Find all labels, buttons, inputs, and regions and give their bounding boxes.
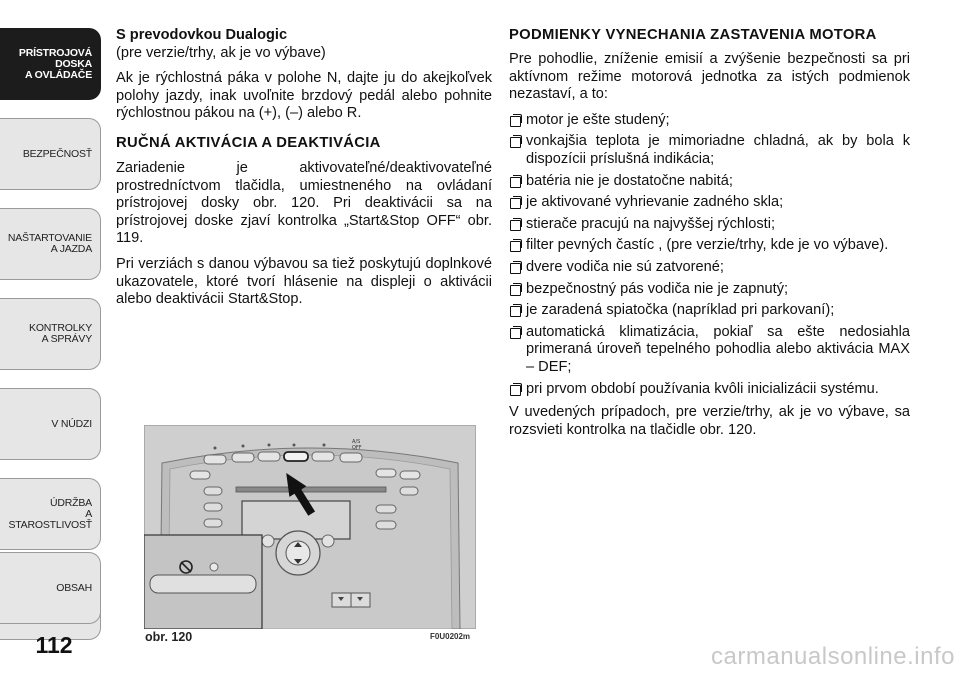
list-item: stierače pracujú na najvyššej rýchlosti; (509, 216, 910, 234)
list-item: je aktivované vyhrievanie zadného skla; (509, 194, 910, 212)
manual-heading: RUČNÁ AKTIVÁCIA A DEAKTIVÁCIA (116, 134, 381, 151)
svg-text:OFF: OFF (352, 445, 362, 451)
tab-pristrojova-doska[interactable]: PRÍSTROJOVÁ DOSKA A OVLÁDAČE (0, 28, 101, 100)
dualogic-title: S prevodovkou Dualogic (116, 27, 288, 43)
list-item: dvere vodiča nie sú zatvorené; (509, 259, 910, 277)
watermark: carmanualsonline.info (711, 643, 955, 670)
tab-nastartovanie[interactable]: NAŠTARTOVANIE A JAZDA (0, 208, 101, 280)
dualogic-subtitle: (pre verzie/trhy, ak je vo výbave) (116, 44, 326, 61)
figure-control-panel (144, 425, 476, 629)
conditions-intro: Pre pohodlie, zníženie emisií a zvýšenie bezpečnosti sa pri aktívnom režime motorová jednotka za istých podmienok nezastaví, a to: (509, 51, 910, 103)
conditions-outro: V uvedených prípadoch, pre verzie/trhy, ak je vo výbave, sa rozsvieti kontrolka na tlačidle obr. 120. (509, 404, 910, 438)
figure-caption: obr. 120 (145, 630, 193, 644)
list-item: pri prvom období používania kvôli inicializácii systému. (509, 381, 910, 399)
list-item: vonkajšia teplota je mimoriadne chladná, ak by bola k dispozícii príslušná indikácia; (509, 133, 910, 168)
list-item: motor je ešte studený; (509, 112, 910, 130)
list-item: filter pevných častíc , (pre verzie/trhy, kde je vo výbave). (509, 237, 910, 255)
right-column (509, 27, 910, 447)
page-number: 112 (35, 632, 73, 658)
dualogic-text: Ak je rýchlostná páka v polohe N, dajte ju do akejkoľvek polohy jazdy, inak uvoľnite brzdový pedál alebo pohnite rýchlostnou pákou na (+), (–) alebo R. (116, 70, 492, 122)
start-stop-button (284, 452, 308, 461)
figure-code: F0U0202m (430, 632, 471, 641)
svg-text:A/S: A/S (352, 439, 361, 445)
conditions-list (509, 112, 910, 398)
tab-kontrolky[interactable]: KONTROLKY A SPRÁVY (0, 298, 101, 370)
left-column (116, 27, 492, 317)
manual-text-1: Zariadenie je aktivovateľné/deaktivovateľné prostredníctvom tlačidla, umiestneného na ovládaní prístrojovej dosky obr. 120. Pri deaktivácii sa na prístrojovej doske zjaví kontrolka „Start&Stop OFF“ obr. 119. (116, 159, 492, 247)
control-panel-illustration (144, 425, 476, 629)
conditions-heading: PODMIENKY VYNECHANIA ZASTAVENIA MOTORA (509, 27, 877, 43)
list-item: batéria nie je dostatočne nabitá; (509, 173, 910, 191)
tab-v-nudzi[interactable]: V NÚDZI (0, 388, 101, 460)
tab-udrzba[interactable]: ÚDRŽBA A STAROSTLIVOSŤ (0, 478, 101, 550)
list-item: je zaradená spiatočka (napríklad pri parkovaní); (509, 302, 910, 320)
tab-obsah[interactable]: OBSAH (0, 552, 101, 624)
manual-text-2: Pri verziách s danou výbavou sa tiež poskytujú doplnkové ukazovatele, ktoré tvorí hlásenie na displeji o aktivácii alebo deaktivácii Start&Stop. (116, 255, 492, 308)
tab-bezpecnost[interactable]: BEZPEČNOSŤ (0, 118, 101, 190)
list-item: automatická klimatizácia, pokiaľ sa ešte nedosiahla primeraná úroveň tepelného pohodlia alebo aktivácia MAX – DEF; (509, 324, 910, 377)
list-item: bezpečnostný pás vodiča nie je zapnutý; (509, 281, 910, 299)
